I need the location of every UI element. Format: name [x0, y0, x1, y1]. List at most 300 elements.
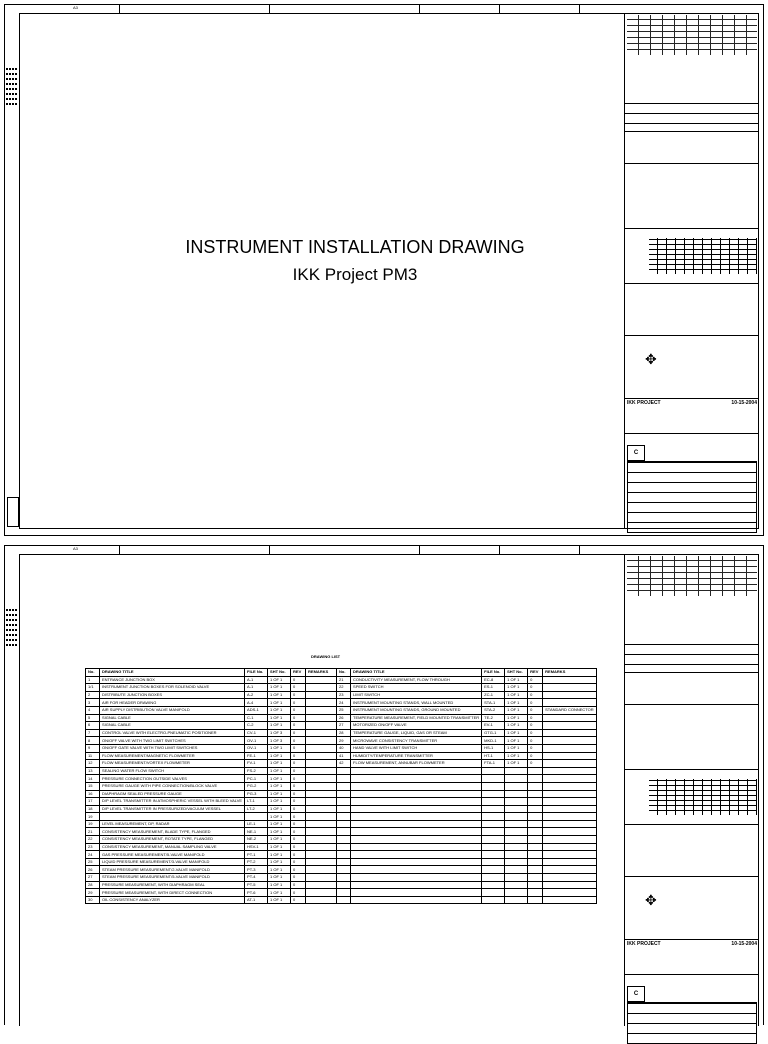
row-no: 17: [86, 798, 100, 806]
row-title: CONSISTENCY MEASUREMENT, BLADE TYPE, FLANGED: [100, 828, 245, 836]
row-rev: 0: [291, 820, 306, 828]
table-row: [86, 889, 597, 897]
row-no: [337, 767, 351, 775]
row-remarks: [543, 729, 597, 737]
row-rev: 0: [528, 706, 543, 714]
row-title: INSTRUMENT JUNCTION BOXES FOR SOLENOID VALVE: [100, 684, 245, 692]
row-title: [351, 813, 482, 821]
row-title: [351, 775, 482, 783]
row-no: [337, 874, 351, 882]
row-title: [351, 843, 482, 851]
row-sht-no: 1 OF 1: [268, 676, 291, 684]
row-title: HUMIDITY/TEMPERATURE TRANSMITTER: [351, 752, 482, 760]
row-file-no: GTG-1: [482, 729, 505, 737]
row-no: 4: [86, 706, 100, 714]
row-file-no: A-4: [245, 699, 268, 707]
drawing-list-title: DRAWING LIST: [311, 654, 341, 659]
row-sht-no: 1 OF 1: [268, 782, 291, 790]
project-date-row: IKK PROJECT 10-15-2004: [627, 400, 757, 406]
row-remarks: [543, 820, 597, 828]
table-row: [86, 866, 597, 874]
row-remarks: [543, 722, 597, 730]
row-file-no: PG-2: [245, 782, 268, 790]
row-file-no: EV-1: [482, 722, 505, 730]
row-title: INSTRUMENT MOUNTING STANDS, WALL MOUNTED: [351, 699, 482, 707]
reference-grid: [649, 238, 757, 274]
table-row: [86, 881, 597, 889]
row-title: TEMPERATURE MEASUREMENT, FIELD MOUNTED TRANSMITTER: [351, 714, 482, 722]
row-title: FLOW MEASUREMENT/VORTEX FLOWMETER: [100, 760, 245, 768]
row-remarks: [306, 684, 337, 692]
row-no: 11: [86, 752, 100, 760]
row-remarks: [306, 676, 337, 684]
row-no: 3: [86, 699, 100, 707]
north-arrow-icon: ✥: [645, 351, 657, 367]
table-row: [86, 714, 597, 722]
row-title: [100, 813, 245, 821]
row-title: [351, 798, 482, 806]
row-sht-no: 1 OF 1: [505, 706, 528, 714]
row-no: 22: [337, 684, 351, 692]
row-file-no: [482, 874, 505, 882]
row-no: 40: [337, 744, 351, 752]
row-title: PRESSURE MEASUREMENT, WITH DIAPHRAGM SEAL: [100, 881, 245, 889]
row-sht-no: [505, 889, 528, 897]
row-title: LEVEL MEASUREMENT, DP, RADAR: [100, 820, 245, 828]
row-file-no: PT-4: [245, 874, 268, 882]
row-remarks: [306, 744, 337, 752]
row-remarks: [543, 798, 597, 806]
row-rev: [528, 820, 543, 828]
row-file-no: [482, 767, 505, 775]
row-rev: [528, 843, 543, 851]
row-no: [337, 866, 351, 874]
row-file-no: [482, 782, 505, 790]
row-rev: [528, 813, 543, 821]
row-title: CONDUCTIVITY MEASUREMENT, FLOW THROUGH: [351, 676, 482, 684]
row-no: 14: [86, 775, 100, 783]
row-no: 42: [337, 760, 351, 768]
row-sht-no: 1 OF 1: [268, 699, 291, 707]
row-rev: [528, 889, 543, 897]
row-rev: 0: [291, 744, 306, 752]
header-remarks: REMARKS: [543, 669, 597, 677]
row-remarks: [543, 775, 597, 783]
row-remarks: [543, 866, 597, 874]
row-sht-no: 1 OF 1: [268, 722, 291, 730]
header-rev: REV: [291, 669, 306, 677]
row-title: AIR SUPPLY DISTRIBUTION VALVE MANIFOLD: [100, 706, 245, 714]
row-file-no: LT-2: [245, 805, 268, 813]
row-no: 27: [337, 722, 351, 730]
row-no: 7: [86, 729, 100, 737]
row-title: INSTRUMENT MOUNTING STANDS, GROUND MOUNTED: [351, 706, 482, 714]
row-no: [337, 851, 351, 859]
row-file-no: PT-2: [245, 858, 268, 866]
side-revision-notes: [6, 65, 18, 445]
row-file-no: OV-1: [245, 744, 268, 752]
row-no: 28: [337, 729, 351, 737]
row-rev: 0: [528, 714, 543, 722]
row-title: D/P LEVEL TRANSMITTER IN PRESSURIZED/VACUUM VESSEL: [100, 805, 245, 813]
header-sht-no: SHT No.: [505, 669, 528, 677]
row-sht-no: 1 OF 3: [268, 737, 291, 745]
table-row: [86, 896, 597, 904]
drawing-title: INSTRUMENT INSTALLATION DRAWING: [185, 237, 525, 257]
row-title: STEAM PRESSURE MEASUREMENT/5-VALVE MANIFOLD: [100, 874, 245, 882]
row-no: 6: [86, 722, 100, 730]
row-file-no: C-2: [245, 722, 268, 730]
table-row: [86, 744, 597, 752]
table-row: [86, 820, 597, 828]
row-remarks: [306, 775, 337, 783]
row-sht-no: 1 OF 1: [505, 722, 528, 730]
table-row: [86, 760, 597, 768]
row-remarks: [543, 676, 597, 684]
table-row: [86, 836, 597, 844]
table-row: [86, 752, 597, 760]
row-rev: 0: [528, 691, 543, 699]
row-sht-no: 1 OF 1: [268, 744, 291, 752]
row-remarks: [306, 714, 337, 722]
row-no: 26: [86, 866, 100, 874]
row-title: [351, 767, 482, 775]
row-remarks: [306, 782, 337, 790]
row-title: CONSISTENCY MEASUREMENT, ROTATE TYPE, FLANGED: [100, 836, 245, 844]
row-title: PRESSURE MEASUREMENT, WITH DIRECT CONNECTION: [100, 889, 245, 897]
company-logo-icon: C: [627, 445, 645, 461]
row-file-no: HT-1: [482, 752, 505, 760]
row-remarks: [306, 790, 337, 798]
row-no: 19: [86, 813, 100, 821]
row-sht-no: 1 OF 1: [268, 798, 291, 806]
row-rev: [528, 790, 543, 798]
row-remarks: [306, 820, 337, 828]
zone-label: A3: [73, 5, 78, 10]
row-no: 2: [86, 691, 100, 699]
row-title: ENTRANCE JUNCTION BOX: [100, 676, 245, 684]
row-no: [337, 805, 351, 813]
row-title: DIAPHRAGM SEALED PRESSURE GAUGE: [100, 790, 245, 798]
row-sht-no: 1 OF 1: [268, 896, 291, 904]
row-remarks: [543, 889, 597, 897]
row-no: 21: [337, 676, 351, 684]
table-row: [86, 798, 597, 806]
row-remarks: [543, 836, 597, 844]
row-rev: [528, 836, 543, 844]
row-title: [351, 820, 482, 828]
row-file-no: FV-1: [245, 760, 268, 768]
reference-grid: [649, 779, 757, 815]
row-rev: [528, 881, 543, 889]
title-block: [627, 1002, 757, 1044]
drawing-sheet-cover: [4, 4, 764, 536]
row-sht-no: 1 OF 1: [268, 684, 291, 692]
zone-label: A3: [73, 546, 78, 551]
row-sht-no: [505, 805, 528, 813]
row-rev: 0: [291, 805, 306, 813]
table-row: [86, 699, 597, 707]
row-sht-no: 1 OF 1: [505, 699, 528, 707]
row-remarks: [543, 790, 597, 798]
row-file-no: [482, 805, 505, 813]
row-title: [351, 874, 482, 882]
row-rev: [528, 782, 543, 790]
row-rev: 0: [291, 798, 306, 806]
row-remarks: [543, 744, 597, 752]
row-no: [337, 889, 351, 897]
row-no: 21: [86, 828, 100, 836]
row-sht-no: [505, 798, 528, 806]
row-no: 29: [86, 889, 100, 897]
row-title: [351, 828, 482, 836]
row-remarks: [306, 866, 337, 874]
row-sht-no: 1 OF 3: [268, 729, 291, 737]
row-file-no: [482, 820, 505, 828]
row-sht-no: [505, 820, 528, 828]
row-rev: 0: [528, 729, 543, 737]
table-row: [86, 851, 597, 859]
row-file-no: [482, 851, 505, 859]
row-remarks: STANDARD CONNECTOR: [543, 706, 597, 714]
row-remarks: [543, 851, 597, 859]
table-row: [86, 722, 597, 730]
row-remarks: [543, 684, 597, 692]
row-rev: 0: [291, 851, 306, 859]
row-file-no: [482, 775, 505, 783]
row-no: [337, 896, 351, 904]
row-file-no: HS-1: [482, 744, 505, 752]
approval-stamp: [7, 497, 19, 527]
row-sht-no: 1 OF 1: [268, 828, 291, 836]
row-rev: 0: [528, 737, 543, 745]
row-no: [337, 858, 351, 866]
row-remarks: [306, 798, 337, 806]
row-sht-no: 1 OF 1: [268, 874, 291, 882]
row-no: 12: [86, 760, 100, 768]
row-sht-no: [505, 866, 528, 874]
row-remarks: [306, 737, 337, 745]
row-file-no: FTA-1: [482, 760, 505, 768]
row-file-no: [482, 790, 505, 798]
row-rev: 0: [291, 722, 306, 730]
header-sht-no: SHT No.: [268, 669, 291, 677]
row-no: 1: [86, 676, 100, 684]
row-remarks: [306, 805, 337, 813]
row-title: [351, 881, 482, 889]
row-file-no: NE-1: [245, 828, 268, 836]
row-rev: 0: [528, 760, 543, 768]
row-file-no: PT-6: [245, 889, 268, 897]
row-sht-no: 1 OF 1: [505, 752, 528, 760]
row-no: 28: [86, 881, 100, 889]
row-remarks: [543, 813, 597, 821]
row-no: 19: [86, 820, 100, 828]
row-remarks: [306, 699, 337, 707]
row-title: ON/OFF GATE VALVE WITH TWO LIMIT SWITCHES: [100, 744, 245, 752]
row-no: 23: [86, 843, 100, 851]
title-block-column: [624, 554, 759, 1026]
row-file-no: A-1: [245, 684, 268, 692]
row-sht-no: 1 OF 1: [268, 760, 291, 768]
row-file-no: STA-2: [482, 706, 505, 714]
row-remarks: [543, 752, 597, 760]
row-sht-no: [505, 858, 528, 866]
row-rev: 0: [291, 813, 306, 821]
row-title: DISTRIBUTE JUNCTION BOXES: [100, 691, 245, 699]
row-file-no: LT-1: [245, 798, 268, 806]
row-remarks: [306, 813, 337, 821]
row-title: LIQUID PRESSURE MEASUREMENT/3-VALVE MANIFOLD: [100, 858, 245, 866]
row-no: 24: [337, 699, 351, 707]
row-title: [351, 782, 482, 790]
row-remarks: [306, 760, 337, 768]
row-remarks: [543, 874, 597, 882]
row-no: 16: [86, 790, 100, 798]
row-remarks: [306, 691, 337, 699]
row-remarks: [306, 722, 337, 730]
table-row: [86, 737, 597, 745]
row-sht-no: [505, 813, 528, 821]
row-rev: 0: [291, 881, 306, 889]
row-sht-no: 1 OF 1: [268, 706, 291, 714]
row-file-no: FS-2: [245, 767, 268, 775]
row-sht-no: [505, 782, 528, 790]
row-sht-no: [505, 790, 528, 798]
row-sht-no: 1 OF 1: [268, 843, 291, 851]
row-remarks: [543, 782, 597, 790]
header-no: No.: [337, 669, 351, 677]
row-title: GAS PRESSURE MEASUREMENT/5-VALVE MANIFOLD: [100, 851, 245, 859]
table-row: [86, 874, 597, 882]
row-remarks: [306, 889, 337, 897]
row-no: 8: [86, 737, 100, 745]
row-rev: [528, 775, 543, 783]
row-sht-no: 1 OF 1: [505, 729, 528, 737]
row-file-no: OV-1: [245, 737, 268, 745]
row-title: PRESSURE CONNECTION OUTSIDE VALVES: [100, 775, 245, 783]
row-title: OIL CONSISTENCY ANALYZER: [100, 896, 245, 904]
row-rev: 0: [291, 836, 306, 844]
row-rev: [528, 828, 543, 836]
row-rev: [528, 851, 543, 859]
row-file-no: AT-1: [245, 896, 268, 904]
header-file-no: FILE No.: [482, 669, 505, 677]
row-file-no: [482, 866, 505, 874]
table-row: [86, 858, 597, 866]
row-sht-no: 1 OF 1: [268, 889, 291, 897]
row-sht-no: 1 OF 1: [268, 790, 291, 798]
row-no: 5: [86, 714, 100, 722]
row-sht-no: 1 OF 1: [505, 691, 528, 699]
row-no: [337, 790, 351, 798]
drawing-list-table: [85, 668, 597, 904]
title-block: [627, 461, 757, 533]
row-no: [337, 843, 351, 851]
row-remarks: [543, 881, 597, 889]
row-file-no: [245, 813, 268, 821]
row-sht-no: [505, 851, 528, 859]
row-sht-no: 1 OF 1: [505, 676, 528, 684]
row-title: CONSISTENCY MEASUREMENT, MANUAL SAMPLING VALVE: [100, 843, 245, 851]
row-rev: 0: [528, 676, 543, 684]
row-sht-no: [505, 874, 528, 882]
row-rev: 0: [291, 760, 306, 768]
row-title: SIGNAL CABLE: [100, 714, 245, 722]
row-title: TEMPERATURE GAUGE, LIQUID, GAS OR STEAM: [351, 729, 482, 737]
row-sht-no: 1 OF 1: [268, 858, 291, 866]
title-block-column: [624, 13, 759, 529]
row-file-no: [482, 798, 505, 806]
row-remarks: [543, 767, 597, 775]
row-file-no: [482, 889, 505, 897]
row-rev: 0: [291, 737, 306, 745]
table-row: [86, 729, 597, 737]
row-sht-no: 1 OF 1: [268, 881, 291, 889]
header-no: No.: [86, 669, 100, 677]
row-file-no: STA-1: [482, 699, 505, 707]
row-remarks: [306, 858, 337, 866]
company-logo-icon: C: [627, 986, 645, 1002]
row-remarks: [306, 767, 337, 775]
row-rev: 0: [291, 782, 306, 790]
row-file-no: PC-1: [245, 775, 268, 783]
row-rev: 0: [291, 889, 306, 897]
row-remarks: [543, 760, 597, 768]
table-row: [86, 767, 597, 775]
row-file-no: [482, 813, 505, 821]
zone-ruler-top: [19, 546, 759, 554]
row-title: [351, 790, 482, 798]
row-remarks: [543, 805, 597, 813]
row-no: 1/1: [86, 684, 100, 692]
row-rev: [528, 805, 543, 813]
row-no: [337, 782, 351, 790]
row-no: 9: [86, 744, 100, 752]
row-no: 25: [86, 858, 100, 866]
row-file-no: PT-5: [245, 881, 268, 889]
row-rev: 0: [291, 775, 306, 783]
row-file-no: PT-1: [245, 851, 268, 859]
row-file-no: PG-3: [245, 790, 268, 798]
row-title: SEALING WATER FLOW SWITCH: [100, 767, 245, 775]
row-sht-no: [505, 843, 528, 851]
header-drawing-title: DRAWING TITLE: [100, 669, 245, 677]
row-sht-no: 1 OF 1: [505, 760, 528, 768]
row-remarks: [543, 737, 597, 745]
row-title: SPEED SWITCH: [351, 684, 482, 692]
row-title: [351, 805, 482, 813]
table-row: [86, 684, 597, 692]
row-sht-no: [505, 767, 528, 775]
row-title: D/P LEVEL TRANSMITTER IN ATMOSPHERIC VESSEL WITH BLEED VALVE: [100, 798, 245, 806]
row-no: 18: [86, 805, 100, 813]
row-sht-no: 1 OF 1: [268, 714, 291, 722]
row-file-no: NE-2: [245, 836, 268, 844]
row-no: [337, 813, 351, 821]
row-rev: [528, 896, 543, 904]
row-sht-no: 1 OF 1: [268, 752, 291, 760]
row-title: [351, 851, 482, 859]
row-rev: 0: [528, 744, 543, 752]
row-title: FLOW MEASUREMENT/MAGNETIC FLOWMETER: [100, 752, 245, 760]
row-file-no: ADS-1: [245, 706, 268, 714]
row-sht-no: 1 OF 1: [505, 744, 528, 752]
row-title: FLOW MEASUREMENT, ANNUBAR FLOWMETER: [351, 760, 482, 768]
row-title: AIR FOR HEADER DRAWING: [100, 699, 245, 707]
row-rev: 0: [291, 790, 306, 798]
row-file-no: ZC-1: [482, 691, 505, 699]
